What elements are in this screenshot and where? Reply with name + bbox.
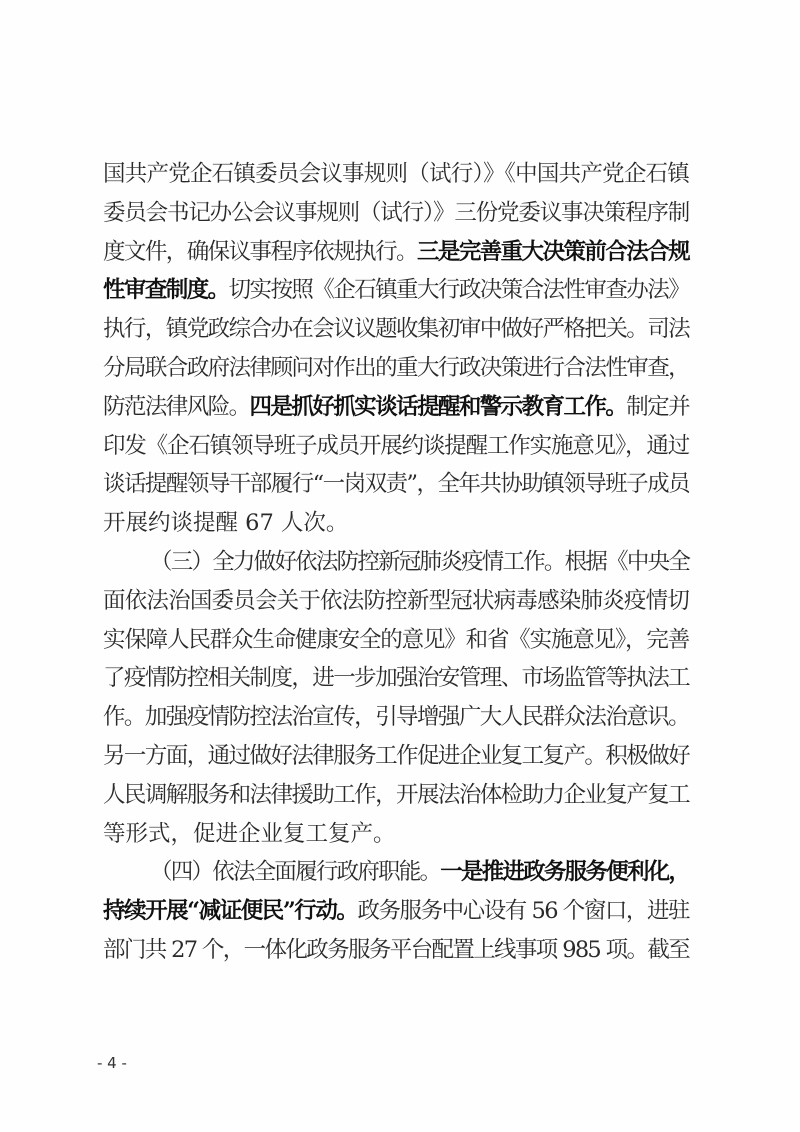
text-line <box>103 698 689 737</box>
text-line <box>103 621 689 660</box>
text-segment: 政务服务中心设有 56 个窗口，进驻 <box>357 898 689 925</box>
text-segment: 委员会书记办公会议事规则（试行）》三份党委议事决策程序制 <box>103 199 689 226</box>
text-segment: 等形式，促进企业复工复产。 <box>103 820 396 847</box>
text-segment: 分局联合政府法律顾问对作出的重大行政决策进行合法性审查， <box>103 354 689 381</box>
bold-text-segment: 一是推进政务服务便利化， <box>440 859 689 886</box>
text-line <box>103 892 689 931</box>
text-line <box>103 271 689 310</box>
bold-text-segment: 持续开展“减证便民”行动。 <box>103 898 358 925</box>
page-number: - 4 - <box>97 1054 127 1072</box>
text-line <box>103 543 689 582</box>
text-segment: 开展约谈提醒 67 人次。 <box>103 510 349 537</box>
document-body <box>103 155 689 970</box>
text-segment: 制定并 <box>626 393 689 420</box>
text-segment: 防范法律风险。 <box>103 393 250 420</box>
text-segment: （四）依法全面履行政府职能。 <box>150 859 441 886</box>
text-line <box>103 194 689 233</box>
text-line <box>103 582 689 621</box>
bold-text-segment: 三是完善重大决策前合法合规 <box>416 238 689 265</box>
text-segment: 谈话提醒领导干部履行“一岗双责”，全年共协助镇领导班子成员 <box>103 471 689 498</box>
text-segment: 作。加强疫情防控法治宣传，引导增强广大人民群众法治意识。 <box>103 704 689 731</box>
text-line <box>103 659 689 698</box>
text-line <box>103 233 689 272</box>
bold-text-segment: 性审查制度。 <box>103 277 229 304</box>
text-line <box>103 776 689 815</box>
text-line <box>103 465 689 504</box>
text-line <box>103 853 689 892</box>
text-line <box>103 349 689 388</box>
text-line <box>103 310 689 349</box>
text-segment: 部门共 27 个，一体化政务服务平台配置上线事项 985 项。截至 <box>103 936 689 963</box>
text-line <box>103 388 689 427</box>
text-segment: 面依法治国委员会关于依法防控新型冠状病毒感染肺炎疫情切 <box>103 587 689 614</box>
text-segment: 执行，镇党政综合办在会议议题收集初审中做好严格把关。司法 <box>103 316 689 343</box>
text-line <box>103 427 689 466</box>
bold-text-segment: 四是抓好抓实谈话提醒和警示教育工作。 <box>249 393 627 420</box>
text-segment: 切实按照《企石镇重大行政决策合法性审查办法》 <box>228 277 690 304</box>
text-line <box>103 737 689 776</box>
text-segment: 人民调解服务和法律援助工作，开展法治体检助力企业复产复工 <box>103 781 689 808</box>
text-segment: 另一方面，通过做好法律服务工作促进企业复工复产。积极做好 <box>103 742 689 769</box>
text-segment: 实保障人民群众生命健康安全的意见》和省《实施意见》，完善 <box>103 626 689 653</box>
text-line <box>103 504 689 543</box>
text-segment: 了疫情防控相关制度，进一步加强治安管理、市场监管等执法工 <box>103 665 689 692</box>
text-segment: 度文件，确保议事程序依规执行。 <box>103 238 417 265</box>
text-line <box>103 931 689 970</box>
text-line <box>103 815 689 854</box>
text-segment: 印发《企石镇领导班子成员开展约谈提醒工作实施意见》，通过 <box>103 432 689 459</box>
text-line <box>103 155 689 194</box>
text-segment: 国共产党企石镇委员会议事规则（试行）》《中国共产党企石镇 <box>103 161 689 187</box>
text-segment: （三）全力做好依法防控新冠肺炎疫情工作。根据《中央全 <box>150 548 689 575</box>
